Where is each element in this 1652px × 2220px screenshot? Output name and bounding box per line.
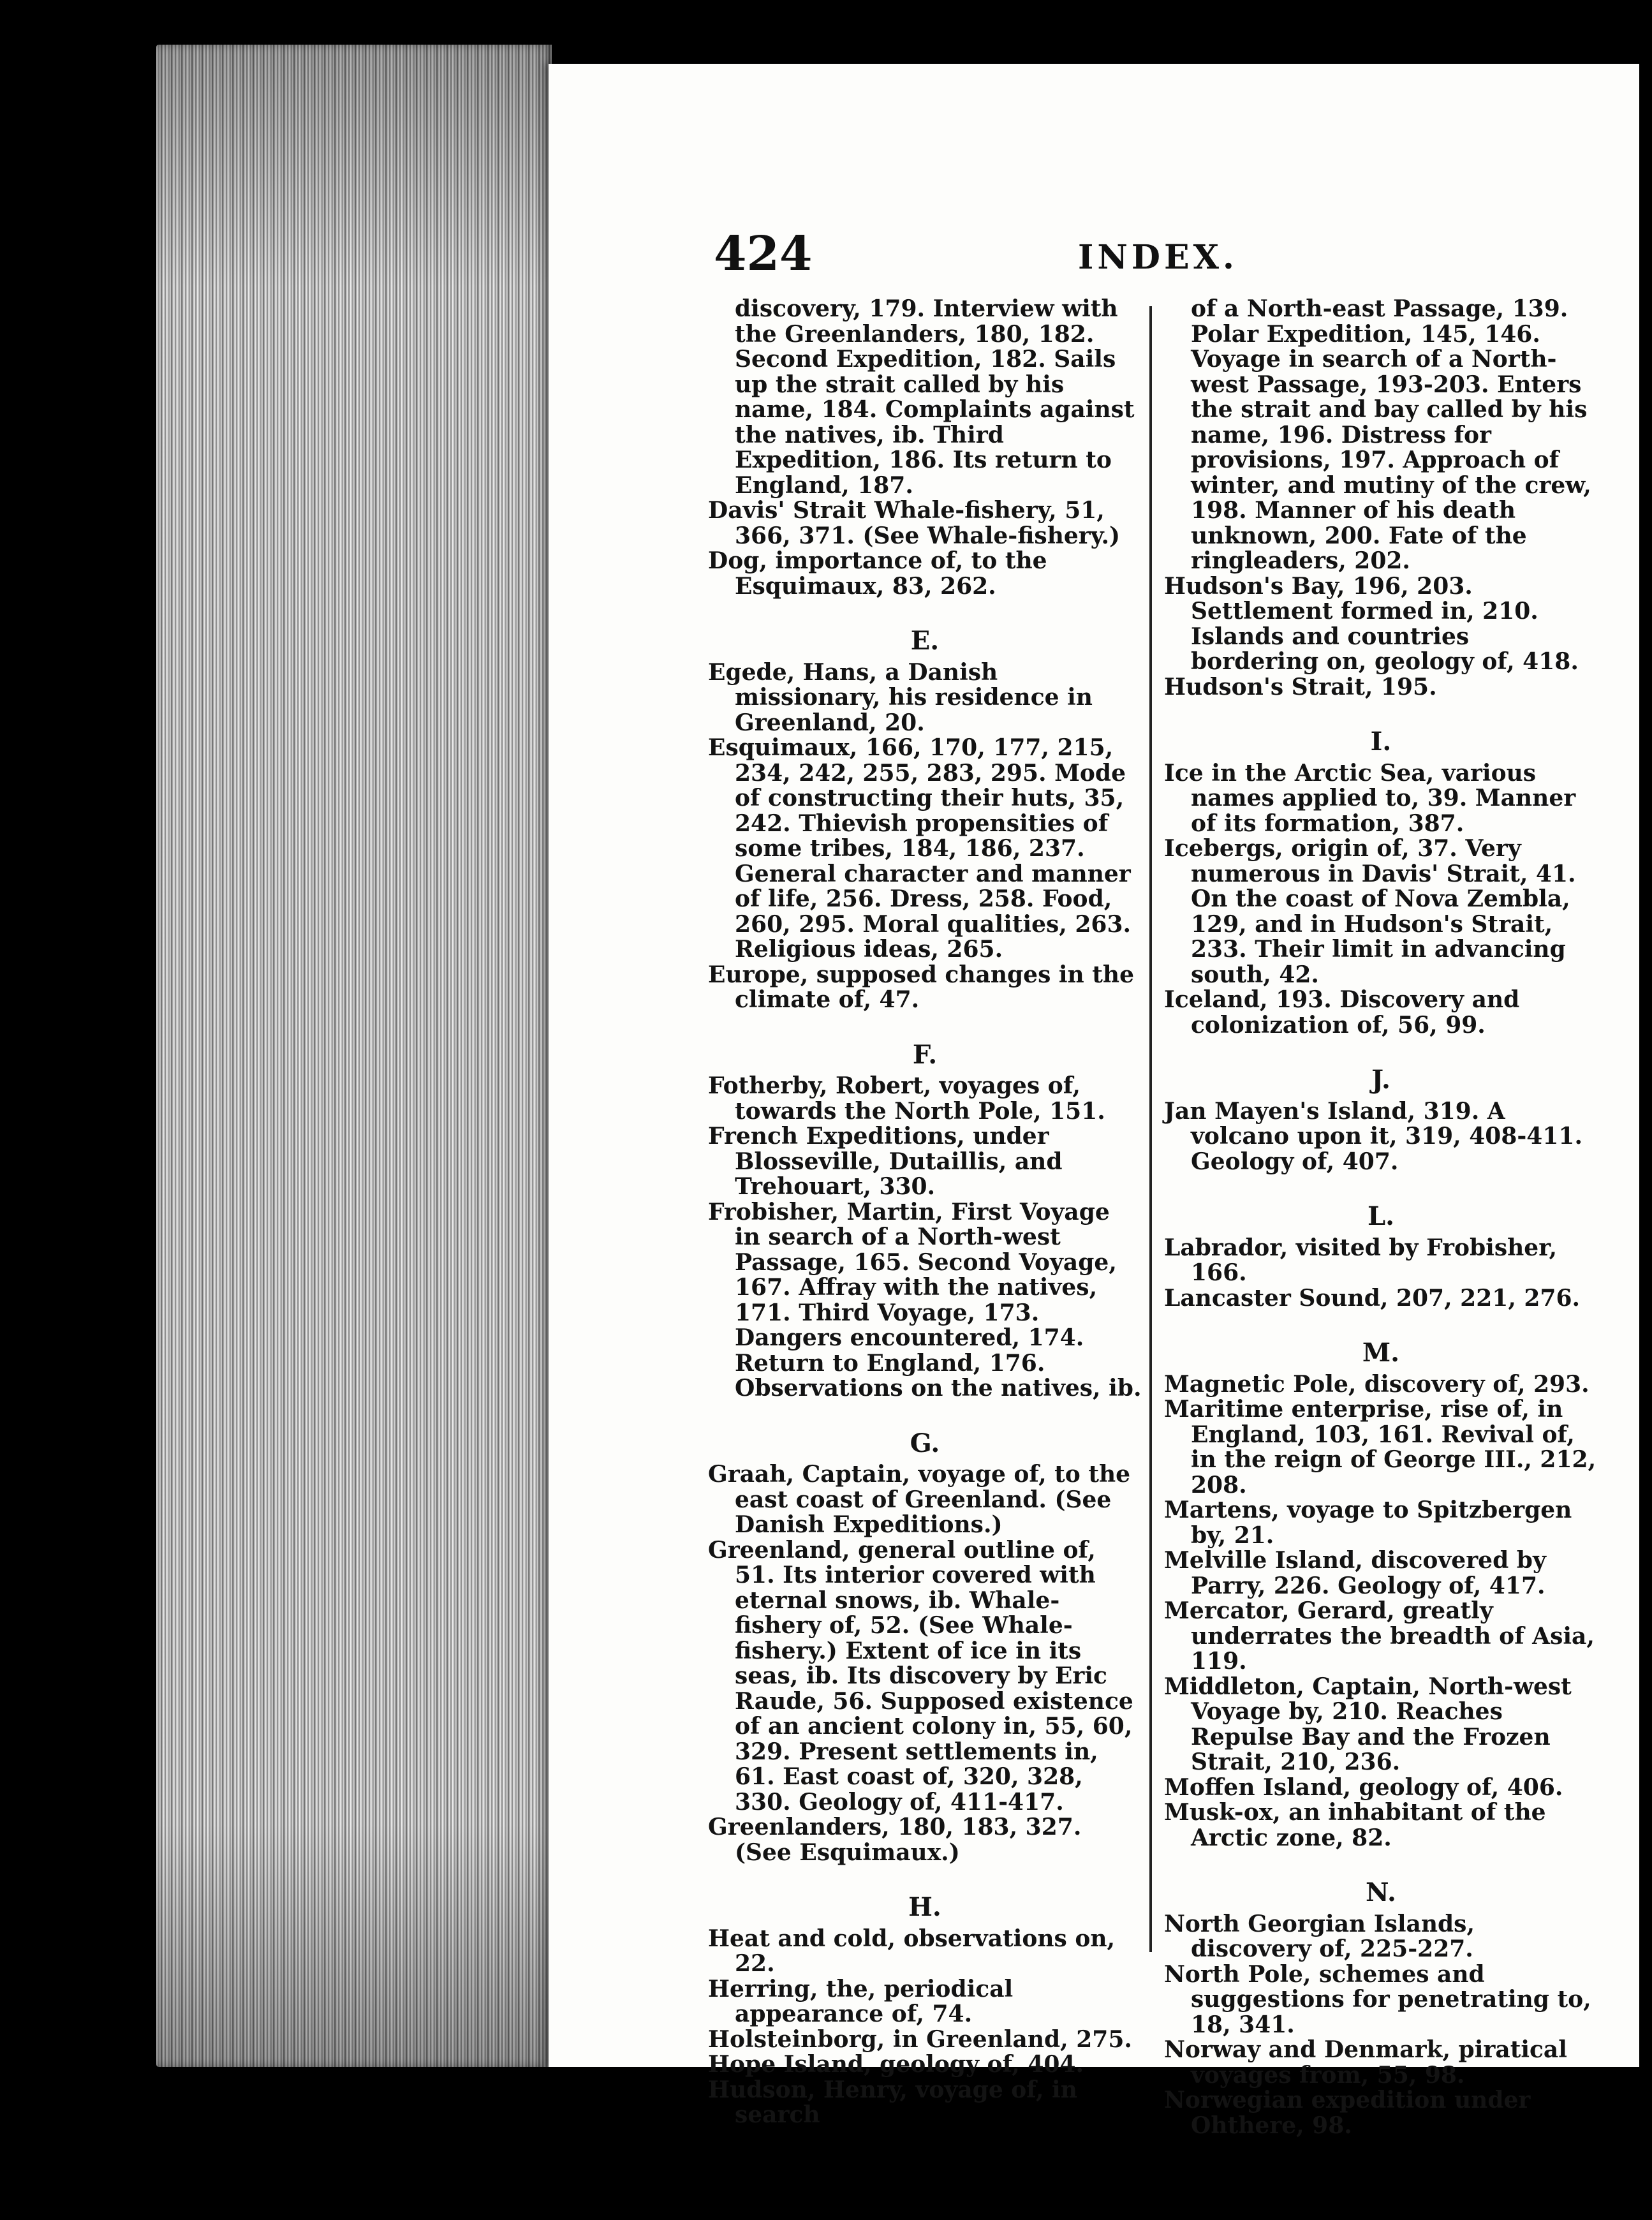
page-number: 424 [714, 226, 813, 281]
section-letter: I. [1370, 727, 1392, 757]
index-entry: Jan Mayen's Island, 319. A volcano upon it, 319, 408-411. Geology of, 407. [1164, 1097, 1582, 1175]
index-entry: Greenlanders, 180, 183, 327. (See Esquimaux.) [708, 1814, 1082, 1866]
index-entry: Graah, Captain, voyage of, to the east coast of Greenland. (See Danish Expeditions.) [708, 1461, 1131, 1538]
index-entry: Heat and cold, observations on, 22. [708, 1925, 1116, 1977]
running-head [549, 226, 1639, 290]
index-entry: French Expeditions, under Blosseville, Dutaillis, and Trehouart, 330. [708, 1123, 1063, 1200]
index-entry: Greenland, general outline of, 51. Its interior covered with eternal snows, ib. Whale-fishery of, 52. (See Whale-fishery.) Extent of ice in its seas, ib. Its discovery by Eric Raude, 56. Supposed existence of an ancient colony in, 55, 60, 329. Present settlements in, 61. East coast of, 320, 328, 330. Geology of, 411-417. [708, 1536, 1133, 1816]
index-entry: Norwegian expedition under Ohthere, 98. [1164, 2087, 1531, 2139]
index-entry: Moffen Island, geology of, 406. [1164, 1773, 1563, 1801]
section-letter: L. [1367, 1201, 1395, 1231]
index-entry-continued: of a North-east Passage, 139. Polar Expedition, 145, 146. Voyage in search of a North-west Passage, 193-203. Enters the strait and bay called by his name, 196. Distress for provisions, 197. Approach of winter, and mutiny of the crew, 198. Manner of his death unknown, 200. Fate of the ringleaders, 202. [1191, 295, 1591, 574]
index-entry: Mercator, Gerard, greatly underrates the breadth of Asia, 119. [1164, 1597, 1595, 1675]
index-entry: Middleton, Captain, North-west Voyage by, 210. Reaches Repulse Bay and the Frozen Strait, 210, 236. [1164, 1673, 1572, 1775]
index-entry-continued: discovery, 179. Interview with the Greenlanders, 180, 182. Second Expedition, 182. Sails up the strait called by his name, 184. Complaints against the natives, ib. Third Expedition, 186. Its return to England, 187. [735, 295, 1135, 499]
index-entry: Holsteinborg, in Greenland, 275. [708, 2025, 1132, 2053]
book-spread [96, 38, 1652, 2182]
index-entry: Fotherby, Robert, voyages of, towards the North Pole, 151. [708, 1072, 1105, 1125]
index-entry: Ice in the Arctic Sea, various names applied to, 39. Manner of its formation, 387. [1164, 759, 1576, 837]
index-entry: Magnetic Pole, discovery of, 293. [1164, 1370, 1589, 1398]
section-letter: F. [912, 1039, 938, 1070]
index-entry: Hudson's Bay, 196, 203. Settlement formed in, 210. Islands and countries bordering on, geology of, 418. [1164, 572, 1579, 675]
index-entry: Esquimaux, 166, 170, 177, 215, 234, 242, 255, 283, 295. Mode of constructing their huts, 35, 242. Thievish propensities of some tribes, 184, 186, 237. General character and manner of life, 256. Dress, 258. Food, 260, 295. Moral qualities, 263. Religious ideas, 265. [708, 734, 1132, 963]
index-entry: Hudson's Strait, 195. [1164, 673, 1437, 700]
index-entry: Europe, supposed changes in the climate of, 47. [708, 961, 1134, 1013]
index-entry: Icebergs, origin of, 37. Very numerous in Davis' Strait, 41. On the coast of Nova Zembla, 129, and in Hudson's Strait, 233. Their limit in advancing south, 42. [1164, 835, 1576, 988]
index-entry: Dog, importance of, to the Esquimaux, 83, 262. [708, 547, 1047, 600]
section-letter: H. [908, 1892, 941, 1922]
index-entry: Labrador, visited by Frobisher, 166. [1164, 1234, 1558, 1286]
index-entry: Iceland, 193. Discovery and colonization of, 56, 99. [1164, 986, 1520, 1039]
index-entry: North Georgian Islands, discovery of, 225-227. [1164, 1910, 1475, 1962]
column-rule [1149, 306, 1152, 1952]
index-entry: Musk-ox, an inhabitant of the Arctic zone, 82. [1164, 1799, 1546, 1851]
page-edges [156, 45, 552, 2067]
index-column-left [708, 297, 1142, 2128]
section-letter: J. [1371, 1065, 1390, 1095]
section-letter: E. [910, 626, 940, 656]
index-entry: Norway and Denmark, piratical voyages from, 55, 98. [1164, 2036, 1567, 2089]
section-letter: N. [1366, 1877, 1396, 1907]
index-entry: Davis' Strait Whale-fishery, 51, 366, 371. (See Whale-fishery.) [708, 497, 1121, 549]
section-letter: G. [910, 1428, 940, 1458]
index-entry: Egede, Hans, a Danish missionary, his residence in Greenland, 20. [708, 658, 1093, 736]
index-entry: North Pole, schemes and suggestions for penetrating to, 18, 341. [1164, 1960, 1591, 2038]
index-entry: Maritime enterprise, rise of, in England, 103, 161. Revival of, in the reign of George III., 212, 208. [1164, 1396, 1597, 1499]
index-entry: Herring, the, periodical appearance of, 74. [708, 1975, 1014, 2027]
index-page [549, 64, 1639, 2139]
index-entry: Melville Island, discovered by Parry, 226. Geology of, 417. [1164, 1547, 1546, 1599]
index-column-right [1164, 297, 1598, 2138]
index-entry: Lancaster Sound, 207, 221, 276. [1164, 1284, 1581, 1312]
index-entry: Hope Island, geology of, 404. [708, 2051, 1084, 2078]
index-entry: Hudson, Henry, voyage of, in search [708, 2076, 1077, 2128]
section-letter: M. [1362, 1338, 1400, 1368]
index-entry: Frobisher, Martin, First Voyage in search of a North-west Passage, 165. Second Voyage, 167. Affray with the natives, 171. Third Voyage, 173. Dangers encountered, 174. Return to England, 176. Observations on the natives, ib. [708, 1198, 1142, 1402]
running-title: INDEX. [1078, 238, 1239, 277]
smudge-mark [1365, 1952, 1384, 1956]
index-entry: Martens, voyage to Spitzbergen by, 21. [1164, 1497, 1572, 1549]
